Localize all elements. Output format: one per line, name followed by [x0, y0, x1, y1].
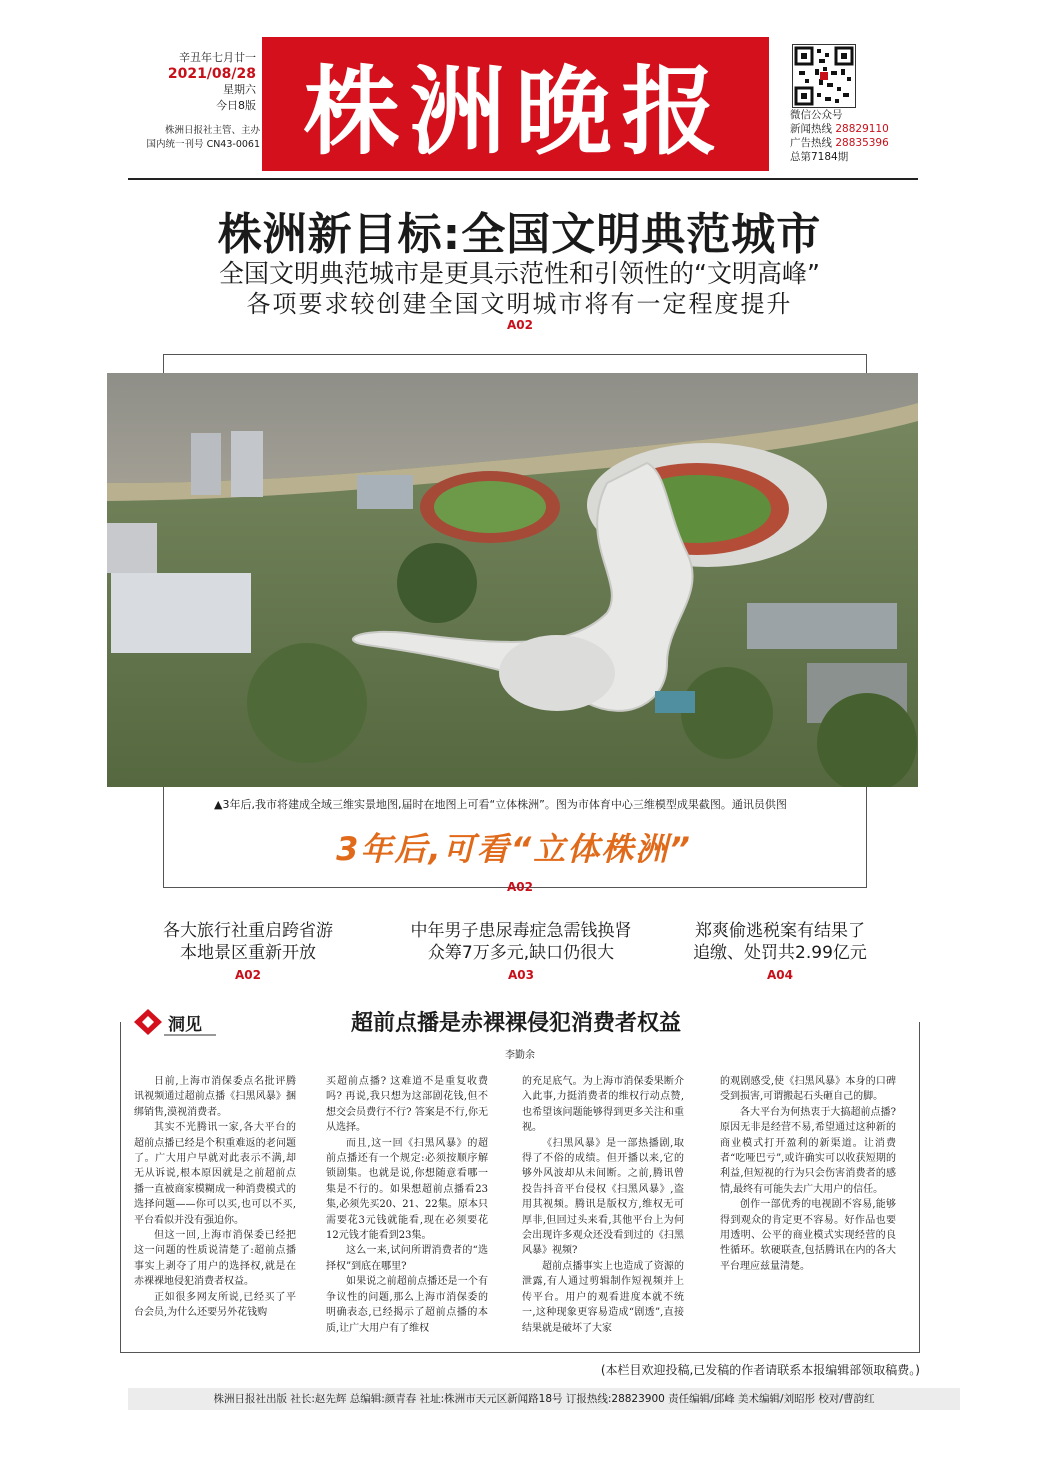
brief-line1: 中年男子患尿毒症急需钱换肾 [410, 921, 632, 941]
newspaper-logo [262, 37, 769, 171]
paragraph: 创作一部优秀的电视剧不容易,能够得到观众的肯定更不容易。好作品也要用透明、公平的商业模式实现经营的良性循环。软硬联查,包括腾讯在内的各大平台理应兹量清楚。 [720, 1199, 896, 1272]
paragraph: 买超前点播? 这难道不是重复收费吗? 再说,我只想为这部剧花钱,但不想交会员费行不行? 答案是不行,你无从选择。 [326, 1076, 488, 1134]
paragraph: 《扫黑风暴》是一部热播剧,取得了不俗的成绩。但开播以来,它的够外风波却从未间断。之前,腾讯曾投告抖音平台侵权《扫黑风暴》,盗用其视频。腾讯是版权方,维权无可厚非,但回过头来看,其他平台上为何会出现许多观众还没看到过的《扫黑风暴》视频? [522, 1137, 684, 1257]
photo-page-ref: A02 [507, 880, 533, 894]
paragraph: 的充足底气。为上海市消保委果断介入此事,力挺消费者的维权行动点赞,也希望该问题能够得到更多关注和重视。 [522, 1076, 684, 1134]
paragraph: 的观剧感受,使《扫黑风暴》本身的口碑受到损害,可谓搬起石头砸自己的脚。 [720, 1076, 896, 1103]
paragraph: 如果说之前超前点播还是一个有争议性的问题,那么上海市消保委的明确表态,已经揭示了超前点播的本质,让广大用户有了维权 [326, 1276, 488, 1334]
paragraph: 日前,上海市消保委点名批评腾讯视频通过超前点播《扫黑风暴》捆绑销售,漠视消费者。 [134, 1076, 296, 1118]
issue-date: 2021/08/28 [167, 66, 256, 82]
wechat-label: 微信公众号 [790, 109, 843, 121]
publisher-line2: 国内统一刊号 CN43-0061 [146, 139, 260, 150]
brief-item [386, 920, 656, 986]
paragraph: 超前点播事实上也造成了资源的泄露,有人通过剪辑制作短视频并上传平台。用户的观看进度本就不统一,这种现象更容易造成“剧透”,直接结果就是破坏了大家 [522, 1260, 684, 1334]
brief-line2: 本地景区重新开放 [180, 943, 316, 963]
brief-page-ref: A02 [235, 968, 261, 982]
masthead-dateline [136, 50, 256, 114]
opinion-column-1 [134, 1074, 296, 1321]
brief-line1: 各大旅行社重启跨省游 [163, 921, 333, 941]
logo-text: 株洲晚报 [303, 54, 728, 168]
qr-code-icon [792, 44, 856, 108]
opinion-column-2 [326, 1074, 488, 1336]
opinion-tag [128, 1006, 216, 1038]
brief-line2: 追缴、处罚共2.99亿元 [693, 943, 867, 963]
photo-caption: ▲3年后,我市将建成全域三维实景地图,届时在地图上可看“立体株洲”。图为市体育中心三维模型成果截图。通讯员供图 [214, 798, 787, 811]
opinion-column-3 [522, 1074, 684, 1336]
opinion-title: 超前点播是赤裸裸侵犯消费者权益 [296, 1006, 736, 1037]
brief-line1: 郑爽偷逃税案有结果了 [695, 921, 865, 941]
contact-info [790, 108, 930, 164]
paragraph: 其实不光腾讯一家,各大平台的超前点播已经是个积重难返的老问题了。广大用户早就对此表示不满,却无从诉说,根本原因就是之前超前点播一直被商家模糊成一种消费模式的选择问题——你可以买,也可以不买,平台看似并没有强迫你。 [134, 1122, 296, 1226]
headline-page-ref: A02 [507, 318, 533, 332]
opinion-tag-label: 洞见 [168, 1015, 202, 1035]
news-hotline: 新闻热线 28829110 [790, 123, 889, 135]
paragraph: 这么一来,试问所谓消费者的“选择权”到底在哪里? [326, 1245, 488, 1272]
page-count: 今日8版 [216, 99, 256, 112]
photo-teaser: 3年后,可看“立体株洲” [336, 830, 692, 868]
publisher-line1: 株洲日报社主管、主办 [164, 125, 260, 136]
lunar-date: 辛丑年七月廿一 [179, 51, 256, 64]
brief-line2: 众筹7万多元,缺口仍很大 [427, 943, 615, 963]
publisher-info [128, 124, 260, 152]
aerial-photo [107, 373, 918, 787]
brief-item [670, 920, 890, 986]
opinion-author: 李勤余 [505, 1050, 535, 1061]
brief-page-ref: A03 [508, 968, 534, 982]
subheadline-2: 各项要求较创建全国文明城市将有一定程度提升 [246, 290, 793, 318]
main-headline: 株洲新目标:全国文明典范城市 [217, 209, 822, 260]
footer-credits: 株洲日报社出版 社长:赵先辉 总编辑:颜青春 社址:株洲市天元区新闻路18号 订报热线:28823900 责任编辑/邱峰 美术编辑/刘昭彤 校对/曹韵红 [128, 1388, 960, 1410]
paragraph: 但这一回,上海市消保委已经把这一问题的性质说清楚了:超前点播事实上剥夺了用户的选择权,就是在赤裸裸地侵犯消费者权益。 [134, 1230, 296, 1288]
paragraph: 各大平台为何热衷于大搞超前点播? 原因无非是经营不易,希望通过这种新的商业模式打开盈利的新渠道。让消费者“吃哑巴亏”,或许确实可以收获短期的利益,但短视的行为只会伤害消费者的感情,最终有可能失去广大用户的信任。 [720, 1106, 896, 1195]
brief-item [128, 920, 368, 986]
ad-hotline: 广告热线 28835396 [790, 137, 889, 149]
weekday: 星期六 [223, 83, 256, 96]
opinion-column-4 [720, 1074, 896, 1274]
submission-note: (本栏目欢迎投稿,已发稿的作者请联系本报编辑部领取稿费。) [600, 1363, 920, 1377]
paragraph: 正如很多网友所说,已经买了平台会员,为什么还要另外花钱购 [134, 1291, 296, 1319]
masthead-rule [128, 178, 918, 180]
paragraph: 而且,这一回《扫黑风暴》的超前点播还有一个规定:必须按顺序解锁剧集。也就是说,你想随意看哪一集是不行的。如果想超前点播看23集,必须先买20、21、22集。原本只需要花3元钱就能看,现在必须要花12元钱才能看到23集。 [326, 1137, 488, 1242]
issue-number: 总第7184期 [790, 151, 849, 163]
subheadline-1: 全国文明典范城市是更具示范性和引领性的“文明高峰” [219, 259, 820, 288]
brief-page-ref: A04 [767, 968, 793, 982]
